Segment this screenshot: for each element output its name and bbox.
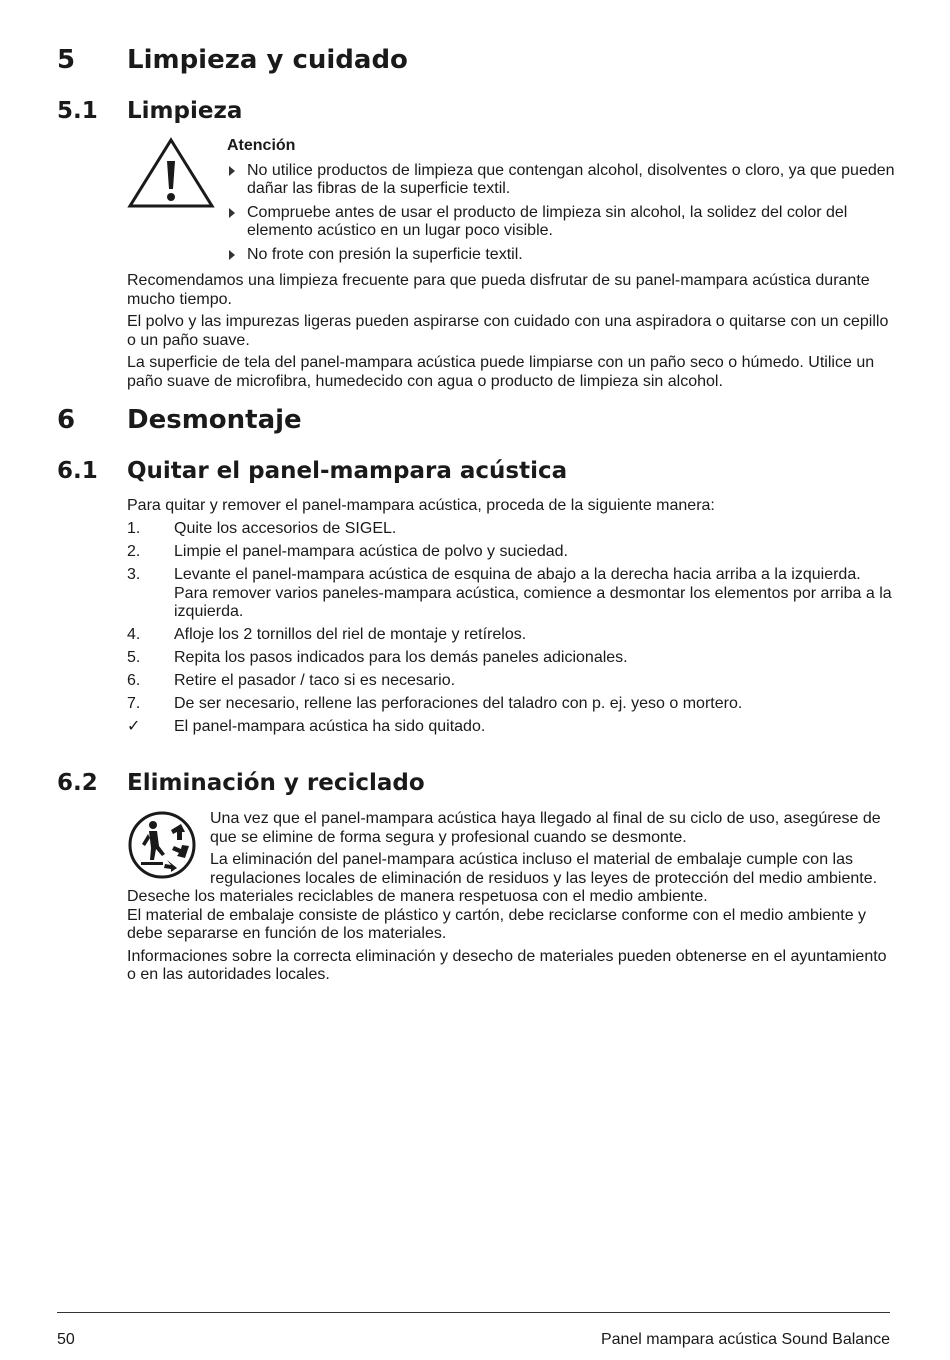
warning-item-text: No utilice productos de limpieza que contengan alcohol, disolventes o cloro, ya que pueden dañar las fibras de la superficie textil.: [247, 161, 895, 197]
step-number: 6.: [127, 672, 141, 689]
step-text: Retire el pasador / taco si es necesario.: [174, 672, 456, 689]
step-text: Limpie el panel-mampara acústica de polvo y suciedad.: [174, 543, 568, 560]
list-item: [127, 520, 897, 539]
heading-title: Desmontaje: [127, 405, 302, 435]
footer-product-name: Panel mampara acústica Sound Balance: [600, 1331, 890, 1348]
bullet-arrow-icon: [229, 166, 235, 176]
warning-item-text: Compruebe antes de usar el producto de limpieza sin alcohol, la solidez del color del elemento acústico en un lugar poco visible.: [247, 203, 848, 239]
warning-box: [227, 137, 897, 269]
list-item: [127, 566, 897, 622]
list-item: [127, 672, 897, 691]
cleaning-text: [127, 272, 897, 395]
heading-title: Limpieza y cuidado: [127, 45, 408, 75]
bullet-arrow-icon: [229, 208, 235, 218]
bullet-arrow-icon: [229, 250, 235, 260]
warning-item: [227, 162, 897, 199]
step-text: Afloje los 2 tornillos del riel de montaje y retírelos.: [174, 626, 527, 643]
step-number: 3.: [127, 566, 141, 583]
removal-steps: [127, 520, 897, 741]
step-text: El panel-mampara acústica ha sido quitado.: [174, 718, 486, 735]
step-number: 5.: [127, 649, 141, 666]
heading-number: 6: [57, 405, 76, 435]
step-text: De ser necesario, rellene las perforaciones del taladro con p. ej. yeso o mortero.: [174, 695, 743, 712]
warning-triangle-icon: [127, 137, 215, 209]
paragraph: Informaciones sobre la correcta eliminación y desecho de materiales pueden obtenerse en el ayuntamiento o en las autoridades locales.: [127, 947, 887, 983]
footer-divider: [57, 1312, 890, 1313]
step-number: 7.: [127, 695, 141, 712]
list-item: [127, 695, 897, 714]
step-text: Levante el panel-mampara acústica de esquina de abajo a la derecha hacia arriba a la izquierda.: [174, 566, 861, 583]
warning-item: [227, 204, 897, 241]
heading-number: 6.2: [57, 770, 98, 796]
warning-item-text: No frote con presión la superficie textil.: [247, 245, 523, 263]
heading-number: 5: [57, 45, 76, 75]
paragraph: El polvo y las impurezas ligeras pueden aspirarse con cuidado con una aspiradora o quitarse con un cepillo o un paño suave.: [127, 313, 889, 349]
list-item: [127, 649, 897, 668]
step-number: 1.: [127, 520, 141, 537]
list-item: [127, 626, 897, 645]
page-number: 50: [57, 1331, 75, 1348]
paragraph: Una vez que el panel-mampara acústica haya llegado al final de su ciclo de uso, asegúrese de que se elimine de forma segura y profesional cuando se desmonte.: [210, 810, 881, 846]
step-text: Repita los pasos indicados para los demás paneles adicionales.: [174, 649, 628, 666]
step-text: Quite los accesorios de SIGEL.: [174, 520, 397, 537]
list-item: [127, 718, 897, 737]
heading-number: 6.1: [57, 458, 98, 484]
heading-title: Quitar el panel-mampara acústica: [127, 458, 568, 484]
heading-title: Eliminación y reciclado: [127, 770, 425, 796]
heading-title: Limpieza: [127, 98, 243, 124]
removal-intro: Para quitar y remover el panel-mampara acústica, proceda de la siguiente manera:: [127, 497, 715, 514]
step-number: 4.: [127, 626, 141, 643]
checkmark-icon: ✓: [127, 718, 141, 735]
step-number: 2.: [127, 543, 141, 560]
paragraph: El material de embalaje consiste de plástico y cartón, debe reciclarse conforme con el medio ambiente y debe separarse en función de los materiales.: [127, 906, 867, 942]
heading-number: 5.1: [57, 98, 98, 124]
step-note: Para remover varios paneles-mampara acústica, comience a desmontar los elementos por arriba a la izquierda.: [174, 584, 892, 620]
warning-title: Atención: [227, 137, 296, 154]
warning-item: [227, 246, 897, 265]
icon-spacer: [127, 810, 210, 870]
recycling-text: [127, 810, 897, 989]
paragraph: La superficie de tela del panel-mampara acústica puede limpiarse con un paño seco o húmedo. Utilice un paño suave de microfibra, humedecido con agua o producto de limpieza sin alcohol.: [127, 354, 875, 390]
paragraph: La eliminación del panel-mampara acústica incluso el material de embalaje cumple con las regulaciones locales de eliminación de residuos y las leyes de protección del medio ambiente. Deseche los materiales reciclables de manera respetuosa con el medio ambiente.: [127, 851, 878, 905]
paragraph: Recomendamos una limpieza frecuente para que pueda disfrutar de su panel-mampara acústica durante mucho tiempo.: [127, 272, 870, 308]
list-item: [127, 543, 897, 562]
